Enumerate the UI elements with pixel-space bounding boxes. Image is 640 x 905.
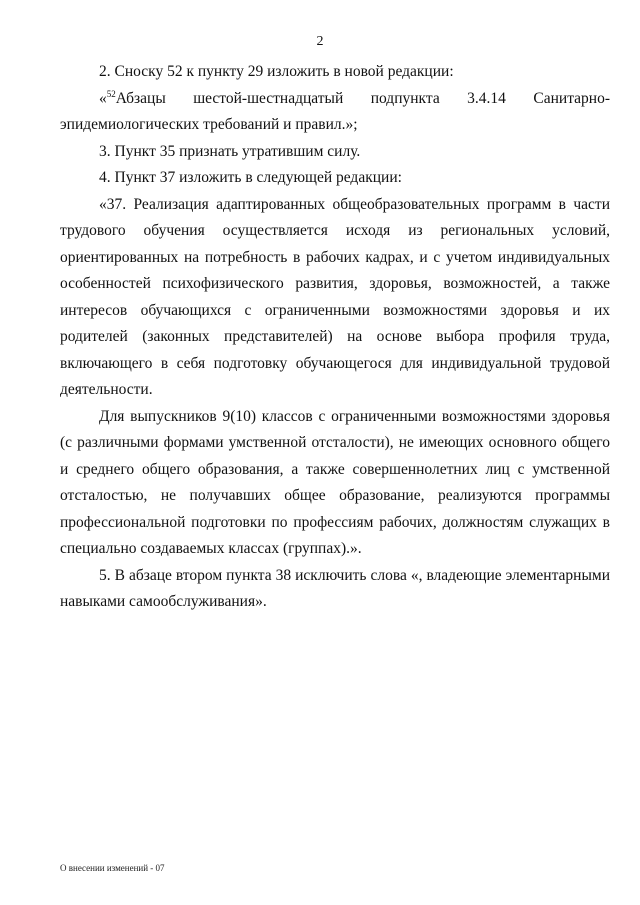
footnote-number: 52 — [106, 88, 116, 99]
open-quote: « — [99, 89, 107, 107]
document-footer: О внесении изменений - 07 — [60, 863, 165, 873]
paragraph-graduates: Для выпускников 9(10) классов с ограниченными возможностями здоровья (с различными формами умственной отсталости), не имеющих основного общего и среднего общего образования, а также совершеннолетних лиц с умственной отсталостью, не получавших общее образование, реализуются программы профессиональной подготовки по профессиям рабочих, должностям служащих в специально создаваемых классах (группах).». — [60, 407, 610, 557]
paragraph-point-37-intro: 4. Пункт 37 изложить в следующей редакции: — [99, 169, 402, 186]
paragraph-footnote-text — [60, 86, 610, 139]
paragraph-point-35: 3. Пункт 35 признать утратившим силу. — [99, 142, 361, 160]
paragraph-point-38: 5. В абзаце втором пункта 38 исключить слова «, владеющие элементарными навыками самообслуживания». — [60, 566, 610, 610]
page-number: 2 — [316, 34, 324, 49]
paragraph-point-37-text: «37. Реализация адаптированных общеобразовательных программ в части трудового обучения осуществляется исходя из региональных условий, ориентированных на потребность в рабочих кадрах, и с учетом индивидуальных особенностей психофизического развития, здоровья, возможностей, а также интересов обучающихся с ограниченными возможностями здоровья и их родителей (законных представителей) на основе выбора профиля труда, включающего в себя подготовку обучающегося для индивидуальной трудовой деятельности. — [60, 195, 610, 398]
footnote-text: Абзацы шестой-шестнадцатый подпункта 3.4.14 Санитарно-эпидемиологических требований и правил.»; — [60, 89, 610, 133]
document-body — [60, 59, 610, 616]
paragraph-footnote-amendment: 2. Сноску 52 к пункту 29 изложить в новой редакции: — [99, 63, 454, 80]
